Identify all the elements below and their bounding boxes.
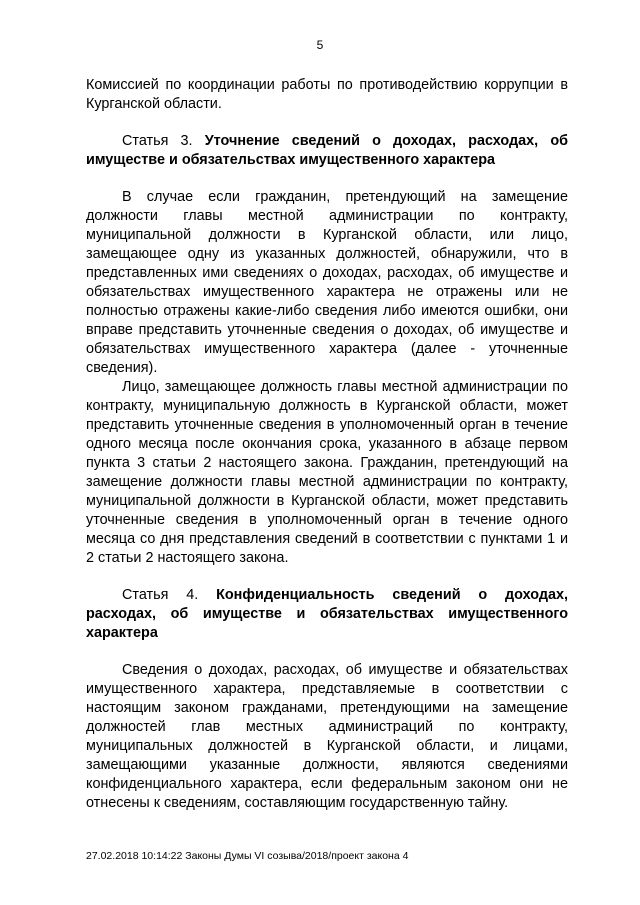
- article-3-paragraph-2: Лицо, замещающее должность главы местной администрации по контракту, муниципальную должность в Курганской области, может представить уточненные сведения в уполномоченный орган в течение одного месяца после окончания срока, указанного в абзаце первом пункта 3 статьи 2 настоящего закона. Гражданин, претендующий на замещение должности главы местной администрации по контракту, муниципальной должности в Курганской области, может представить уточненные сведения в уполномоченный орган в течение одного месяца со дня представления сведений в соответствии с пунктами 1 и 2 статьи 2 настоящего закона.: [86, 379, 568, 566]
- article-4-heading: [86, 586, 568, 643]
- article-3-title: Уточнение сведений о доходах, расходах, об имуществе и обязательствах имущественного характера: [86, 133, 568, 168]
- article-4-prefix: Статья 4.: [122, 587, 199, 603]
- article-3-heading: [86, 132, 568, 170]
- article-4-title: Конфиденциальность сведений о доходах, расходах, об имуществе и обязательствах имущественного характера: [86, 587, 569, 641]
- article-3-prefix: Статья 3.: [122, 133, 193, 149]
- intro-paragraph: Комиссией по координации работы по противодействию коррупции в Курганской области.: [86, 77, 568, 112]
- document-body: [86, 76, 568, 813]
- article-4-paragraph-1: Сведения о доходах, расходах, об имуществе и обязательствах имущественного характера, представляемые в соответствии с настоящим законом гражданами, претендующими на замещение должностей глав местных администраций по контракту, муниципальных должностей в Курганской области, и лицами, замещающими указанные должности, являются сведениями конфиденциального характера, если федеральным законом они не отнесены к сведениям, составляющим государственную тайну.: [86, 662, 568, 811]
- document-footer: 27.02.2018 10:14:22 Законы Думы VI созыва/2018/проект закона 4: [86, 850, 409, 862]
- page-number: 5: [316, 38, 324, 52]
- article-3-paragraph-1: В случае если гражданин, претендующий на замещение должности главы местной администрации по контракту, муниципальной должности в Курганской области, или лицо, замещающее одну из указанных должностей, обнаружили, что в представленных ими сведениях о доходах, расходах, об имуществе и обязательствах имущественного характера не отражены или не полностью отражены какие-либо сведения либо имеются ошибки, они вправе представить уточненные сведения о доходах, об имуществе и обязательствах имущественного характера (далее - уточненные сведения).: [86, 189, 568, 376]
